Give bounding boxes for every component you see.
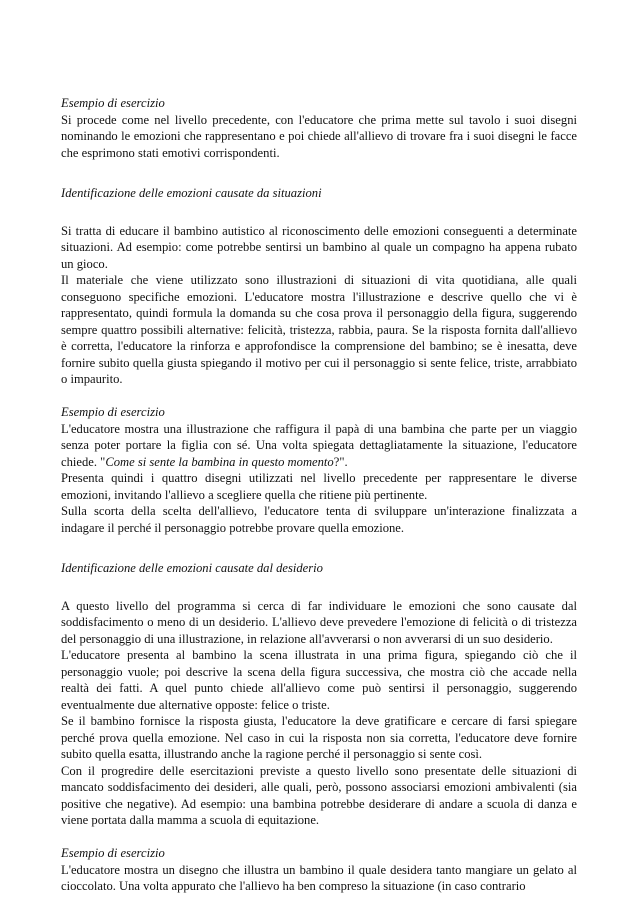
paragraph: Presenta quindi i quattro disegni utilizzati nel livello precedente per rappresentare le diverse emozioni, invitando l'allievo a scegliere quella che ritiene più pertinente. <box>61 471 577 502</box>
section-heading: Identificazione delle emozioni causate dal desiderio <box>61 561 323 575</box>
paragraph: Si procede come nel livello precedente, con l'educatore che prima mette sul tavolo i suoi disegni nominando le emozioni che rappresentano e poi chiede all'allievo di trovare fra i suoi disegni le facce che esprimono stati emotivi corrispondenti. <box>61 112 577 160</box>
paragraph: L'educatore mostra un disegno che illustra un bambino il quale desidera tanto mangiare un gelato al cioccolato. Una volta appurato che l'allievo ha ben compreso la situazione (in caso contrario <box>61 862 577 893</box>
paragraph: Sulla scorta della scelta dell'allievo, l'educatore tenta di sviluppare un'interazione finalizzata a indagare il perché il personaggio potrebbe provare quella emozione. <box>61 504 577 535</box>
document-page <box>61 95 577 895</box>
paragraph: A questo livello del programma si cerca di far individuare le emozioni che sono causate dal soddisfacimento o meno di un desiderio. L'allievo deve prevedere l'emozione di felicità o di tristezza del personaggio di una illustrazione, in relazione all'avverarsi o non avverarsi di un suo desiderio. <box>61 598 577 646</box>
paragraph: Se il bambino fornisce la risposta giusta, l'educatore la deve gratificare e cercare di farsi spiegare perché prova quella emozione. Nel caso in cui la risposta non sia corretta, l'educatore deve fornire subito quella esatta, illustrando anche la ragione perché il personaggio si sente così. <box>61 714 577 761</box>
section-heading: Esempio di esercizio <box>61 405 165 419</box>
section-heading: Esempio di esercizio <box>61 846 165 860</box>
paragraph: L'educatore presenta al bambino la scena illustrata in una prima figura, spiegando ciò che il personaggio vuole; poi descrive la scena della figura successiva, che mostra ciò che accade nella realtà dei fatti. A quel punto chiede all'allievo come può sentirsi il personaggio, suggerendo eventualmente due alternative opposte: felice o triste. <box>61 648 577 712</box>
paragraph: Con il progredire delle esercitazioni previste a questo livello sono presentate delle situazioni di mancato soddisfacimento dei desideri, alle quali, però, possono associarsi emozioni ambivalenti (sia positive che negative). Ad esempio: una bambina potrebbe desiderare di andare a scuola di danza e viene portata dalla mamma a scuola di equitazione. <box>61 763 577 827</box>
paragraph: Si tratta di educare il bambino autistico al riconoscimento delle emozioni conseguenti a determinate situazioni. Ad esempio: come potrebbe sentirsi un bambino al quale un compagno ha appena rubato un gioco. <box>61 223 577 271</box>
paragraph <box>61 421 577 471</box>
text-run: ?". <box>333 454 348 469</box>
section-heading: Identificazione delle emozioni causate da situazioni <box>61 186 322 200</box>
section-heading: Esempio di esercizio <box>61 96 165 110</box>
paragraph: Il materiale che viene utilizzato sono illustrazioni di situazioni di vita quotidiana, alle quali conseguono specifiche emozioni. L'educatore mostra l'illustrazione e descrive quello che vi è rappresentato, quindi formula la domanda su che cosa prova il personaggio della figura, suggerendo sempre quattro possibili alternative: felicità, tristezza, rabbia, paura. Se la risposta fornita dall'allievo è corretta, l'educatore la rinforza e approfondisce la comprensione del bambino; se è inesatta, deve fornire subito quella giusta spiegando il motivo per cui il personaggio si sente felice, triste, arrabbiato o impaurito. <box>61 273 577 386</box>
text-run: L'educatore mostra una illustrazione che raffigura il papà di una bambina che parte per un viaggio senza poter portare la figlia con sé. Una volta spiegata dettagliatamente la situazione, l'educatore chiede. " <box>61 421 577 469</box>
italic-quote: Come si sente la bambina in questo momento <box>105 454 334 469</box>
